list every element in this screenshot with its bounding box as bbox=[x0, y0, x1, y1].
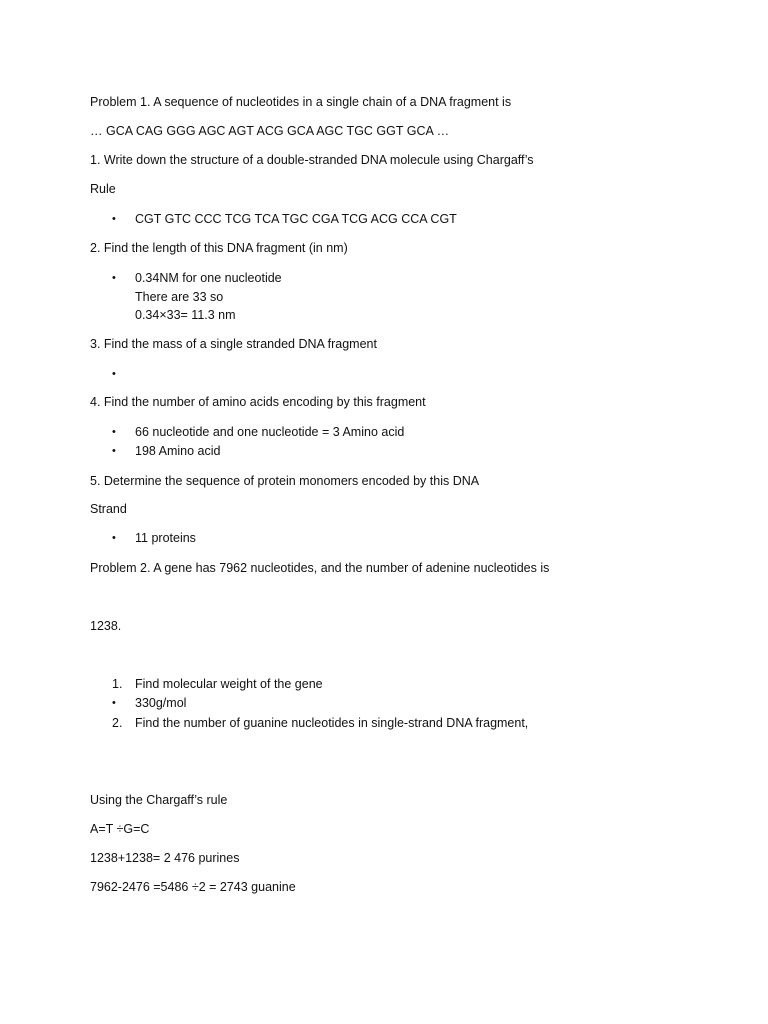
question2-answer-line2: There are 33 so bbox=[135, 290, 224, 304]
bullet-icon: • bbox=[112, 368, 116, 380]
question5-line2: Strand bbox=[90, 502, 127, 516]
list-marker: 2. bbox=[112, 716, 123, 730]
question4-answer1: 66 nucleotide and one nucleotide = 3 Amino acid bbox=[135, 425, 405, 439]
bullet-icon: • bbox=[112, 272, 116, 284]
problem2-value: 1238. bbox=[90, 619, 122, 633]
bullet-icon: • bbox=[112, 445, 116, 457]
question5-answer: 11 proteins bbox=[135, 531, 196, 545]
question1-line1: 1. Write down the structure of a double-stranded DNA molecule using Chargaff’s bbox=[90, 153, 534, 167]
bullet-icon: • bbox=[112, 697, 116, 709]
list-item: Find the number of guanine nucleotides in single-strand DNA fragment, bbox=[135, 716, 529, 730]
work-line1: Using the Chargaff’s rule bbox=[90, 793, 228, 807]
problem2-heading: Problem 2. A gene has 7962 nucleotides, and the number of adenine nucleotides is bbox=[90, 561, 550, 575]
bullet-icon: • bbox=[112, 426, 116, 438]
question1-line2: Rule bbox=[90, 182, 116, 196]
question5-line1: 5. Determine the sequence of protein monomers encoded by this DNA bbox=[90, 474, 480, 488]
list-item: Find molecular weight of the gene bbox=[135, 677, 323, 691]
work-line3: 1238+1238= 2 476 purines bbox=[90, 851, 240, 865]
question4: 4. Find the number of amino acids encoding by this fragment bbox=[90, 395, 426, 409]
work-line4: 7962-2476 =5486 ÷2 = 2743 guanine bbox=[90, 880, 296, 894]
list-item: 330g/mol bbox=[135, 696, 187, 710]
dna-sequence: … GCA CAG GGG AGC AGT ACG GCA AGC TGC GGT GCA … bbox=[90, 124, 450, 138]
question4-answer2: 198 Amino acid bbox=[135, 444, 221, 458]
question2-answer-line3: 0.34×33= 11.3 nm bbox=[135, 308, 236, 322]
question1-answer: CGT GTC CCC TCG TCA TGC CGA TCG ACG CCA CGT bbox=[135, 212, 457, 226]
bullet-icon: • bbox=[112, 213, 116, 225]
bullet-icon: • bbox=[112, 532, 116, 544]
list-marker: 1. bbox=[112, 677, 123, 691]
question3: 3. Find the mass of a single stranded DNA fragment bbox=[90, 337, 377, 351]
problem1-heading: Problem 1. A sequence of nucleotides in a single chain of a DNA fragment is bbox=[90, 95, 512, 109]
question2-answer-line1: 0.34NM for one nucleotide bbox=[135, 271, 282, 285]
question2: 2. Find the length of this DNA fragment (in nm) bbox=[90, 241, 348, 255]
work-line2: A=T ÷G=C bbox=[90, 822, 150, 836]
